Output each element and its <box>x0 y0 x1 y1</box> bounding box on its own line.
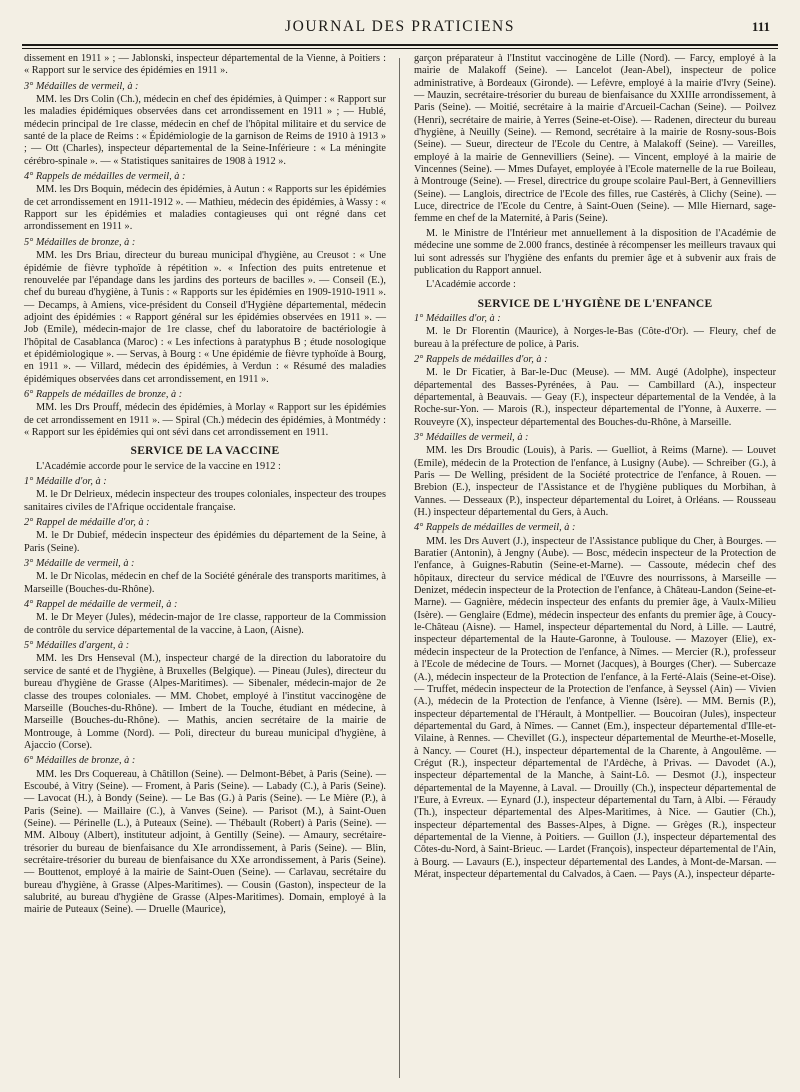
award-heading: 4° Rappels de médailles de vermeil, à : <box>414 522 576 534</box>
header-rule-thick <box>22 44 778 46</box>
award-heading: 2° Rappel de médaille d'or, à : <box>24 517 150 529</box>
paragraph: MM. les Drs Prouff, médecin des épidémies, à Morlay « Rapport sur les épidémies de cet arrondissement en 1911 ». — Spiral (Ch.) médecin des épidémies, à Montmédy : « Rapport sur les épidémies qui ont sévi dans cet arrondissement en 1911. <box>24 402 386 438</box>
header-rule-thin <box>22 48 778 49</box>
paragraph: MM. les Drs Coquereau, à Châtillon (Seine). — Delmont-Bébet, à Paris (Seine). — Escoubé, à Vitry (Seine). — Froment, à Paris (Seine). — Labady (C.), à Paris (Seine). — Lavocat (H.), à Bondy (Seine). — Le Bas (G.) à Paris (Seine). — Le Mière (P.), à Paris (Seine). — Maillaire (C.), à Vanves (Seine). — Parisot (M.), à Saint-Ouen (Seine). — Périnelle (L.), à Puteaux (Seine). — Thébault (Robert) à Paris (Seine). — MM. Albouy (Albert), instituteur adjoint, à Gentilly (Seine). — Amaury, secrétaire-trésorier du bureau de bienfaisance du XIe arrondissement, à Paris (Seine). — Blin, secrétaire-trésorier du bureau de bienfaisance du XXe arrondissement, à Paris (Seine). — Bouttenot, employé à la mairie de Saint-Ouen (Seine). — Carlavau, secrétaire du bureau d'hygiène, à Grasse (Alpes-Maritimes). — Cousin (Gaston), inspecteur de la salubrité, au bureau d'hygiène de Grasse (Alpes-Maritimes). Domain, employé à la mairie de Puteaux (Seine). — Druelle (Maurice), <box>24 768 386 916</box>
paragraph: M. le Dr Delrieux, médecin inspecteur des troupes coloniales, inspecteur des troupes sanitaires civiles de l'Afrique occidentale française. <box>24 489 386 513</box>
paragraph: M. le Dr Dubief, médecin inspecteur des épidémies du département de la Seine, à Paris (Seine). <box>24 530 386 554</box>
award-heading: 4° Rappels de médailles de vermeil, à : <box>24 171 186 183</box>
award-heading: 5° Médailles d'argent, à : <box>24 640 130 652</box>
paragraph: M. le Dr Florentin (Maurice), à Norges-le-Bas (Côte-d'Or). — Fleury, chef de bureau à la préfecture de police, à Paris. <box>414 326 776 350</box>
paragraph: M. le Dr Meyer (Jules), médecin-major de 1re classe, rapporteur de la Commission de contrôle du service départemental de la vaccine, à Laon, (Aisne). <box>24 612 386 636</box>
paragraph: MM. les Drs Henseval (M.), inspecteur chargé de la direction du laboratoire du service de santé et de l'hygiène, à Bruxelles (Belgique). — Pineau (Jules), directeur du bureau d'hygiène de Grasse (Alpes-Maritimes). — Sibenaler, médecin-major de 2e classe des troupes coloniales. — MM. Chobet, employé à l'institut vaccinogène de Marseille (Bouches-du-Rhône). — Imbert de la Touche, étudiant en médecine, à Marseille (Bouches-du-Rhône). — Mathis, ancien secrétaire de la mairie de Montrouge, à Lomme (Nord). — Poli, directeur du bureau municipal d'hygiène, à Ajaccio (Corse). <box>24 653 386 751</box>
right-column <box>414 53 776 883</box>
paragraph: garçon préparateur à l'Institut vaccinogène de Lille (Nord). — Farcy, employé à la mairie de Malakoff (Seine). — Lancelot (Jean-Abel), inspecteur de police administrative, à Bordeaux (Gironde). — Lefèvre, employé à la mairie d'Ivry (Seine). — Mauzin, secrétaire-trésorier du bureau de bienfaisance du XXIIIe arrondissement, à Paris (Seine). — Moitié, secrétaire à la mairie d'Arcueil-Cachan (Seine). — Poilvez (Henri), secrétaire de mairie, à Yerres (Seine-et-Oise). — Radenen, directeur du bureau d'hygiène, à Neuilly (Seine). — Remond, secrétaire à la mairie de Rosny-sous-Bois (Seine). — Sueur, directeur de l'Ecole du Centre, à Malakoff (Seine). — Vareilles, employé à la mairie de Gennevilliers (Seine). — Vincent, employé à la mairie de Vincennes (Seine). — Mmes Dufayet, employée à l'Ecole maternelle de la rue Boileau, à Montrouge (Seine). — Fresel, directrice du groupe scolaire Paul-Bert, à Gennevilliers (Seine). — Langlois, directrice de l'Ecole des filles, rue Castérès, à Clichy (Seine). — Luce, directrice de l'Ecole du Centre, à Saint-Ouen (Seine). — Mlle Hiernard, sage-femme en chef de la Maternité, à Paris (Seine). <box>414 53 776 225</box>
paragraph: dissement en 1911 » ; — Jablonski, inspecteur départemental de la Vienne, à Poitiers : « Rapport sur le service des épidémies en 1911 ». <box>24 53 386 77</box>
award-heading: 5° Médailles de bronze, à : <box>24 236 136 248</box>
left-column <box>24 53 386 919</box>
journal-title: JOURNAL DES PRATICIENS <box>284 18 516 35</box>
paragraph: MM. les Drs Colin (Ch.), médecin en chef des épidémies, à Quimper : « Rapport sur les maladies épidémiques observées dans cet arrondissement en 1911 » ; — Hublé, médecin principal de 1re classe, médecin en chef de l'hôpital militaire et du service de santé de la place de Reims : « Épidémiologie de la garnison de Reims de 1910 à 1913 » ; — Ott (Charles), inspecteur départemental de la Seine-Inférieure : « La méningite cérébro-spinale ». — « Statistiques sanitaires de 1908 à 1912 ». <box>24 94 386 167</box>
paragraph: MM. les Drs Auvert (J.), inspecteur de l'Assistance publique du Cher, à Bourges. — Baratier (Antonin), à Jengny (Aube). — Bosc, médecin inspecteur de la Protection de l'enfance, à Guignes-Rabutin (Seine-et-Marne). — Cassoute, médecin chef des hôpitaux, directeur du service médical de l'Œuvre des nourrissons, à Marseille — Denizet, médecin inspecteur de la Protection de l'enfance, à Château-Landon (Seine-et-Marne). — Gagnière, médecin inspecteur des enfants du premier âge, à Vaulx-Milieu (Isère). — Genglaire (Edme), médecin inspecteur des enfants du premier âge, à Coucy-le-Château (Aisne). — Hamel, inspecteur départemental du Nord, à Lille. — Lautré, inspecteur départemental de la Haute-Garonne, à Toulouse. — Mazoyer (Elie), ex-médecin inspecteur de la Protection de l'enfance, à Nîmes. — Mercier (R.), professeur à l'Ecole de médecine de Tours. — Mornet (Jacques), à Bourges (Cher). — Subercaze (A.), médecin inspecteur de la Protection de l'enfance, à la Ferté-Alais (Seine-et-Oise). — Truffet, médecin inspecteur de la Protection de l'enfance, à Seyssel (Ain) — Vivien (A.), médecin de la Protection de l'enfance, à Vienne (Isère). — MM. Bernis (P.), inspecteur départemental de l'Hérault, à Montpellier. — Boucoiran (Jules), inspecteur départemental du Gard, à Nîmes. — Cannet (Em.), inspecteur départemental d'Ille-et-Vilaine, à Rennes. — Chevillet (G.), inspecteur départemental de Meurthe-et-Moselle, à Nancy. — Couret (H.), inspecteur départemental de la Charente, à Angoulême. — Crégut (R.), inspecteur départemental de l'Ardèche, à Privas. — Davodet (A.), inspecteur départemental de la Manche, à Saint-Lô. — Desmot (J.), inspecteur départemental de la Mayenne, à Laval. — Drouilly (Ch.), inspecteur départemental de l'Eure, à Evreux. — Eynard (J.), inspecteur départemental du Tarn, à Albi. — Féraudy (Th.), inspecteur départemental des Alpes-Maritimes, à Nice. — Gautier (Ch.), inspecteur départemental des Basses-Alpes, à Digne. — Grèges (R.), inspecteur départemental de la Vienne, à Poitiers. — Guillon (J.), inspecteur départemental des Côtes-du-Nord, à Saint-Brieuc. — Lardet (François), inspecteur départemental de l'Ain, à Bourg. — Lavaurs (E.), inspecteur départemental des Landes, à Mont-de-Marsan. — Mérat, inspecteur départemental du Calvados, à Caen. — Pays (A.), inspecteur départe- <box>414 535 776 880</box>
paragraph: M. le Ministre de l'Intérieur met annuellement à la disposition de l'Académie de médecine une somme de 2.000 francs, destinée à récompenser les meilleurs travaux qui lui sont adressés sur l'hygiène des enfants du premier âge et à subvenir aux frais de publication du Rapport annuel. <box>414 227 776 276</box>
paragraph: M. le Dr Ficatier, à Bar-le-Duc (Meuse). — MM. Augé (Adolphe), inspecteur départemental des Basses-Pyrénées, à Pau. — Cambillard (A.), inspecteur départemental, à Beauvais. — Geay (F.), inspecteur départemental de la Vendée, à la Roche-sur-Yon. — Marois (R.), inspecteur départemental de l'Yonne, à Auxerre. — Rouveyre (X), inspecteur départemental des Bouches-du-Rhône, à Marseille. <box>414 367 776 428</box>
page-number: 111 <box>751 19 770 34</box>
section-heading: SERVICE DE L'HYGIÈNE DE L'ENFANCE <box>477 297 713 310</box>
award-heading: 2° Rappels de médailles d'or, à : <box>414 353 548 365</box>
paragraph: MM. les Drs Broudic (Louis), à Paris. — Guelliot, à Reims (Marne). — Louvet (Emile), médecin de la Protection de l'enfance, à Lusigny (Aube). — Schreiber (G.), à Paris — De Welling, président de la Société protectrice de l'enfance, à Rouen. — Brebion (E.), inspecteur de l'Assistance et de l'hygiène publiques du Morbihan, à Vannes. — Desseaux (P.), inspecteur départemental du Loiret, à Orléans. — Rousseau (H.) inspecteur départemental du Gers, à Auch. <box>414 445 776 519</box>
paragraph: MM. les Drs Boquin, médecin des épidémies, à Autun : « Rapports sur les épidémies de cet arrondissement en 1911-1912 ». — Mathieu, médecin des épidémies, à Wassy : « Rapport sur les épidémies et maladies contagieuses qui ont régné dans cet arrondissement en 1911 ». <box>24 184 386 233</box>
section-heading: SERVICE DE LA VACCINE <box>130 445 280 458</box>
award-heading: 3° Médailles de vermeil, à : <box>24 80 139 92</box>
section-intro: L'Académie accorde : <box>426 279 516 291</box>
award-heading: 6° Rappels de médailles de bronze, à : <box>24 388 183 400</box>
paragraph: M. le Dr Nicolas, médecin en chef de la Société générale des transports maritimes, à Marseille (Bouches-du-Rhône). <box>24 571 386 595</box>
award-heading: 1° Médaille d'or, à : <box>24 476 107 487</box>
section-intro: L'Académie accorde pour le service de la vaccine en 1912 : <box>36 460 281 472</box>
award-heading: 4° Rappel de médaille de vermeil, à : <box>24 599 178 611</box>
page-header <box>22 14 778 44</box>
paragraph: MM. les Drs Briau, directeur du bureau municipal d'hygiène, au Creusot : « Une épidémie de fièvre typhoïde à répétition ». « Infection des puits entretenue et renouvelée par l'épandage dans les jardins des porteurs de bacilles ». — Conseil (E.), chef du bureau d'hygiène, à Tunis : « Rapports sur les épidémies en 1909-1910-1911 ». — Decamps, à Amiens, vice-président du Conseil d'Hygiène départemental, médecin adjoint des épidémies : « Rapport général sur les épidémies observées en 1911 ». — Job (Emile), médecin-major de 1re classe, chef du laboratoire de bactériologie à l'hôpital de Casablanca (Maroc) : « Les infections à paratyphus B ; étude nosologique et épidémiologique ». — Servas, à Bourg : « Une épidémie de fièvre typhoïde à Bourg, en 1911 ». — Villard, médecin des épidémies, à Verdun : « Résumé des maladies épidémiques observées dans cet arrondissement, en 1911 ». <box>24 250 386 385</box>
award-heading: 3° Médaille de vermeil, à : <box>24 558 135 570</box>
award-heading: 6° Médailles de bronze, à : <box>24 755 136 767</box>
award-heading: 3° Médailles de vermeil, à : <box>414 431 529 443</box>
award-heading: 1° Médailles d'or, à : <box>414 312 501 324</box>
column-divider <box>399 58 400 1078</box>
